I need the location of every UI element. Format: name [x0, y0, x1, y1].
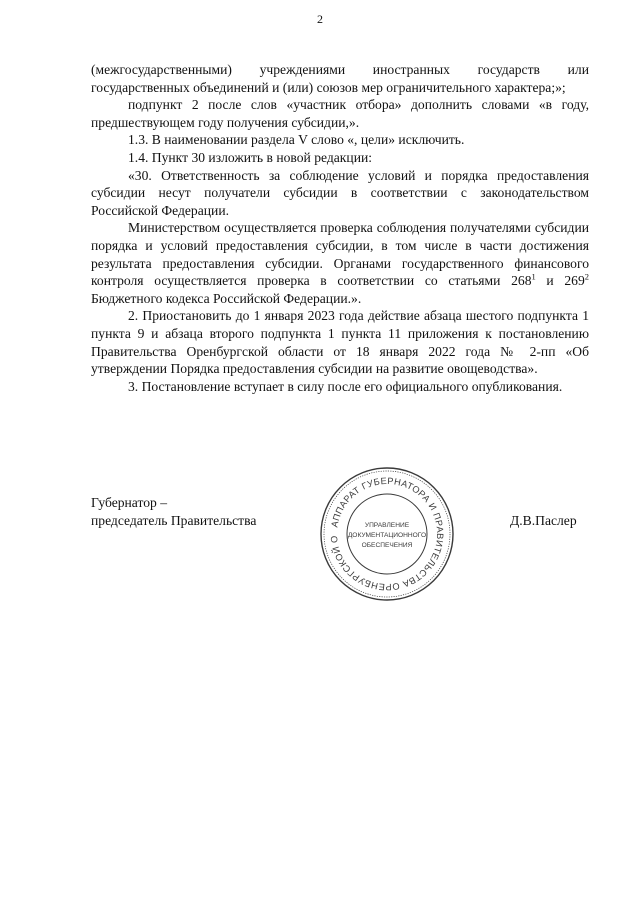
seal-ring-text: АППАРАТ ГУБЕРНАТОРА И ПРАВИТЕЛЬСТВА ОРЕНБУРГСКОЙ О [328, 475, 446, 593]
paragraph [91, 219, 589, 307]
signatory-title-line: председатель Правительства [91, 512, 257, 528]
seal-center-text: УПРАВЛЕНИЕ [364, 522, 410, 529]
document-body [91, 61, 589, 395]
paragraph-text: Министерством осуществляется проверка соблюдения получателями субсидии порядка и условий предоставления субсидии, в том числе в части достижения результата предоставления субсидии. Органами государственного финансового контроля осуществляется проверка в соответствии со статьями 268 [91, 220, 589, 289]
paragraph: 1.3. В наименовании раздела V слово «, цели» исключить. [128, 132, 465, 148]
official-seal [318, 465, 456, 603]
seal-center-text: ДОКУМЕНТАЦИОННОГО [347, 532, 427, 539]
signatory-title [91, 494, 256, 529]
superscript: 2 [584, 271, 589, 282]
paragraph-text: и 269 [535, 273, 585, 289]
paragraph: 2. Приостановить до 1 января 2023 года действие абзаца шестого подпункта 1 пункта 9 и абзаца второго подпункта 1 пункта 11 приложения к постановлению Правительства Оренбургской области от 18 января 2022 года № 2-пп «Об утверждении Порядка предоставления субсидии на развитие овощеводства». [91, 308, 589, 377]
paragraph: (межгосударственными) учреждениями иностранных государств или государственных объединений и (или) союзов мер ограничительного характера;»; [91, 62, 589, 95]
seal-graphic [318, 465, 456, 603]
seal-center-text: ОБЕСПЕЧЕНИЯ [361, 542, 413, 549]
paragraph: подпункт 2 после слов «участник отбора» дополнить словами «в году, предшествующем году получения субсидии,». [91, 97, 589, 130]
paragraph: 1.4. Пункт 30 изложить в новой редакции: [128, 149, 373, 165]
page-number: 2 [317, 12, 323, 26]
signatory-name: Д.В.Паслер [510, 513, 577, 528]
superscript: 1 [531, 271, 536, 282]
paragraph: 3. Постановление вступает в силу после его официального опубликования. [128, 378, 563, 394]
signatory-title-line: Губернатор – [91, 495, 168, 510]
paragraph-text: Бюджетного кодекса Российской Федерации.». [91, 290, 362, 306]
paragraph: «30. Ответственность за соблюдение условий и порядка предоставления субсидии несут получатели субсидии в соответствии с законодательством Российской Федерации. [91, 167, 589, 218]
